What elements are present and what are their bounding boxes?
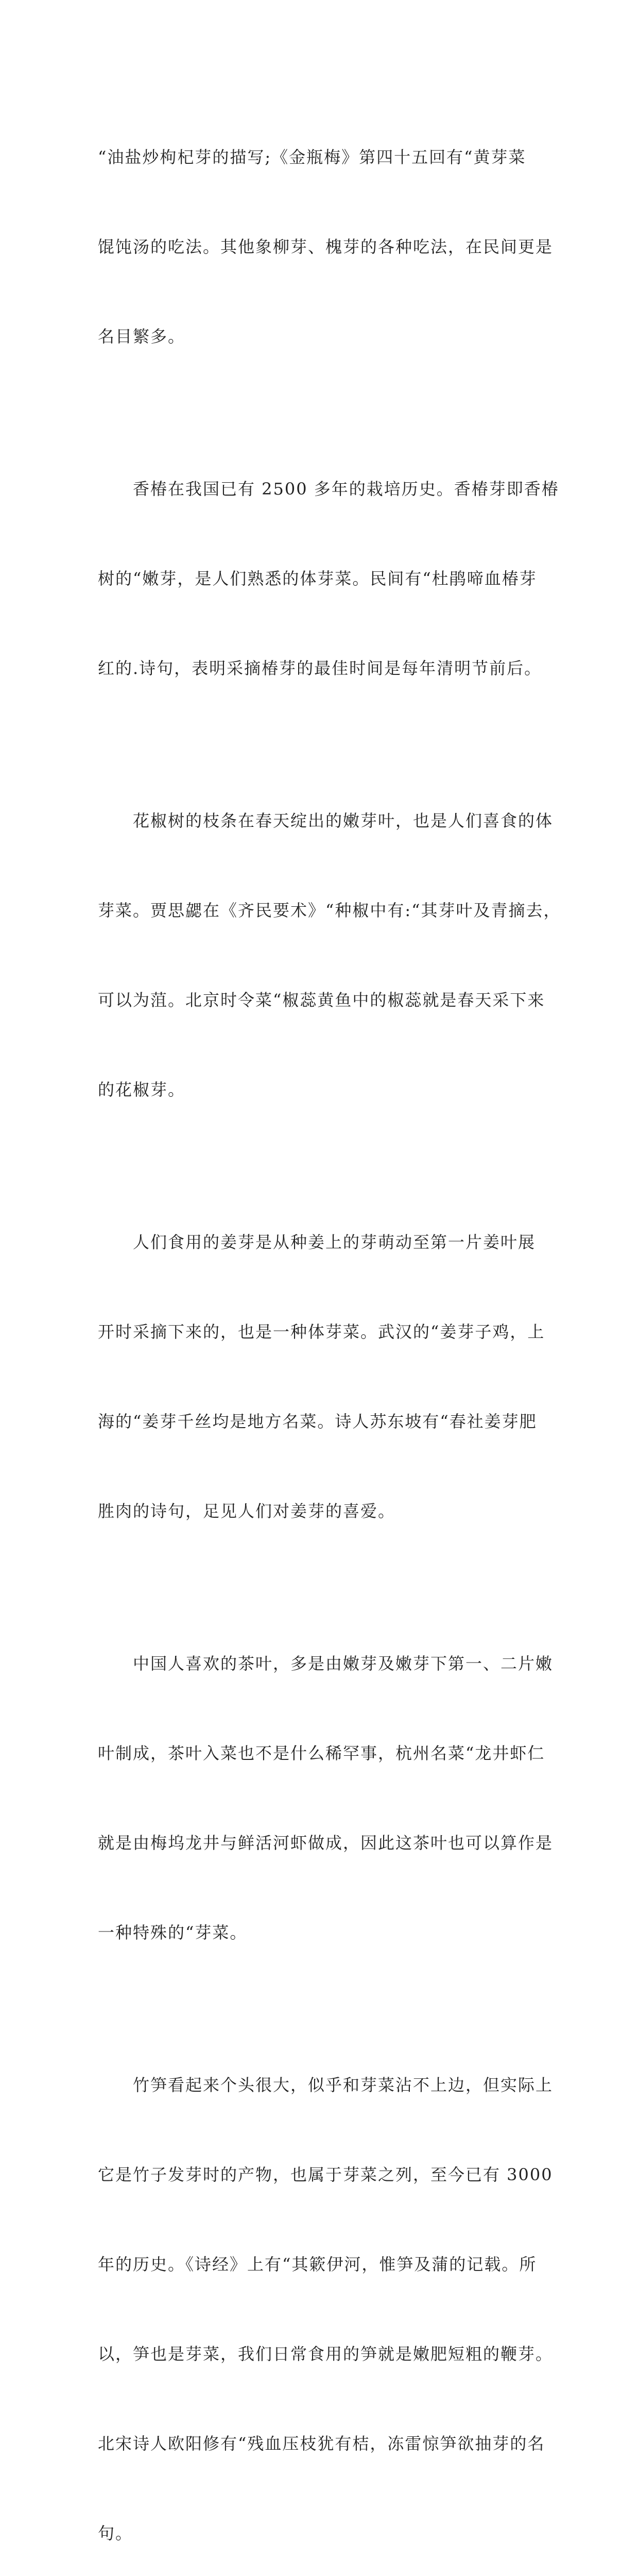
paragraph-chaye <box>98 1589 554 2007</box>
text-line: 的花椒芽。 <box>98 1080 186 1099</box>
text-line: 以，笋也是芽菜，我们日常食用的笋就是嫩肥短粗的鞭芽。 <box>98 2344 554 2364</box>
text-line: 胜肉的诗句，足见人们对姜芽的喜爱。 <box>98 1501 396 1521</box>
paragraph-huajiao <box>98 746 561 1164</box>
text-line: 年的历史。《诗经》上有“其簌伊河，惟笋及蒲的记载。所 <box>98 2255 537 2274</box>
text-line: 树的“嫩芽，是人们熟悉的体芽菜。民间有“杜鹃啼血椿芽 <box>98 569 537 588</box>
text-line: 开时采摘下来的，也是一种体芽菜。武汉的“姜芽子鸡，上 <box>98 1322 545 1342</box>
text-line: 竹笋看起来个头很大，似乎和芽菜沾不上边，但实际上 <box>98 2075 554 2095</box>
document-body <box>98 82 561 2576</box>
text-line: 一种特殊的“芽菜。 <box>98 1923 248 1942</box>
text-line: 叶制成，茶叶入菜也不是什么稀罕事，杭州名菜“龙井虾仁 <box>98 1743 545 1763</box>
text-line: 可以为菹。北京时令菜“椒蕊黄鱼中的椒蕊就是春天采下来 <box>98 990 545 1010</box>
text-line: 红的.诗句，表明采摘椿芽的最佳时间是每年清明节前后。 <box>98 658 542 678</box>
text-line: 北宋诗人欧阳修有“残血压枝犹有桔，冻雷惊笋欲抽芽的名 <box>98 2434 545 2453</box>
text-line: 香椿在我国已有 2500 多年的栽培历史。香椿芽即香椿 <box>98 479 559 499</box>
text-line: 名目繁多。 <box>98 327 186 346</box>
paragraph-zhusun <box>98 2010 554 2576</box>
text-line: 海的“姜芽千丝均是地方名菜。诗人苏东坡有“春社姜芽肥 <box>98 1412 537 1431</box>
text-line: 馄饨汤的吃法。其他象柳芽、槐芽的各种吃法，在民间更是 <box>98 237 554 257</box>
text-line: 中国人喜欢的茶叶，多是由嫩芽及嫩芽下第一、二片嫩 <box>98 1654 554 1673</box>
text-line: “油盐炒枸杞芽的描写;《金瓶梅》第四十五回有“黄芽菜 <box>98 147 526 167</box>
text-line: 它是竹子发芽时的产物，也属于芽菜之列，至今已有 3000 <box>98 2165 553 2184</box>
text-line: 人们食用的姜芽是从种姜上的芽萌动至第一片姜叶展 <box>98 1232 536 1252</box>
paragraph-jiangya <box>98 1167 551 1586</box>
text-line: 句。 <box>98 2523 133 2543</box>
text-line: 芽菜。贾思勰在《齐民要术》“种椒中有:“其芽叶及青摘去， <box>98 901 561 920</box>
paragraph-xiangchun <box>98 414 559 743</box>
paragraph-gouqi-ya <box>98 82 554 411</box>
text-line: 就是由梅坞龙井与鲜活河虾做成，因此这茶叶也可以算作是 <box>98 1833 554 1853</box>
text-line: 花椒树的枝条在春天绽出的嫩芽叶，也是人们喜食的体 <box>98 811 554 831</box>
